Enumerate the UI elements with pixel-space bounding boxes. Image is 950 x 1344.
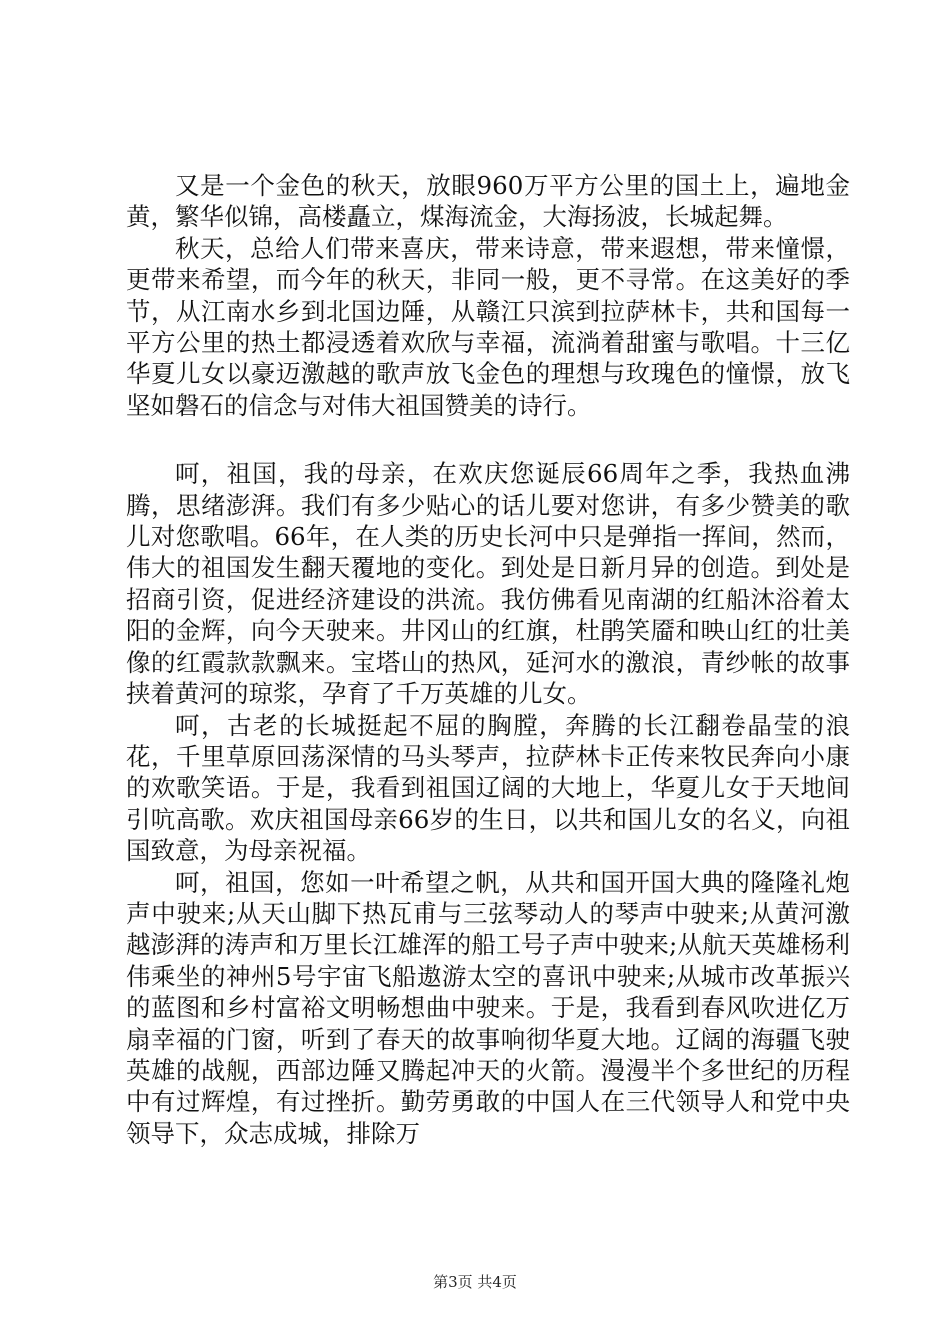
document-body [126, 170, 850, 1149]
paragraph-4: 呵，古老的长城挺起不屈的胸膛，奔腾的长江翻卷晶莹的浪花，千里草原回荡深情的马头琴声，拉萨林卡正传来牧民奔向小康的欢歌笑语。于是，我看到祖国辽阔的大地上，华夏儿女于天地间引吭高歌。欢庆祖国母亲66岁的生日，以共和国儿女的名义，向祖国致意，为母亲祝福。 [126, 710, 850, 866]
paragraph-2: 秋天，总给人们带来喜庆，带来诗意，带来遐想，带来憧憬，更带来希望，而今年的秋天，非同一般，更不寻常。在这美好的季节，从江南水乡到北国边陲，从赣江只滨到拉萨林卡，共和国每一平方公里的热土都浸透着欢欣与幸福，流淌着甜蜜与歌唱。十三亿华夏儿女以豪迈激越的歌声放飞金色的理想与玫瑰色的憧憬，放飞坚如磐石的信念与对伟大祖国赞美的诗行。 [126, 233, 850, 420]
paragraph-3: 呵，祖国，我的母亲，在欢庆您诞辰66周年之季，我热血沸腾，思绪澎湃。我们有多少贴心的话儿要对您讲，有多少赞美的歌儿对您歌唱。66年，在人类的历史长河中只是弹指一挥间，然而，伟大的祖国发生翻天覆地的变化。到处是日新月异的创造。到处是招商引资，促进经济建设的洪流。我仿佛看见南湖的红船沐浴着太阳的金辉，向今天驶来。井冈山的红旗，杜鹃笑靥和映山红的壮美像的红霞款款飘来。宝塔山的热风，延河水的激浪，青纱帐的故事挟着黄河的琼浆，孕育了千万英雄的儿女。 [126, 459, 850, 709]
page-number-footer: 第3页 共4页 [433, 1273, 517, 1291]
paragraph-1: 又是一个金色的秋天，放眼960万平方公里的国土上，遍地金黄，繁华似锦，高楼矗立，煤海流金，大海扬波，长城起舞。 [126, 171, 850, 232]
paragraph-gap [126, 421, 850, 458]
paragraph-5: 呵，祖国，您如一叶希望之帆，从共和国开国大典的隆隆礼炮声中驶来;从天山脚下热瓦甫与三弦琴动人的琴声中驶来;从黄河激越澎湃的涛声和万里长江雄浑的船工号子声中驶来;从航天英雄杨利伟乘坐的神州5号宇宙飞船遨游太空的喜讯中驶来;从城市改革振兴的蓝图和乡村富裕文明畅想曲中驶来。于是，我看到春风吹进亿万扇幸福的门窗，听到了春天的故事响彻华夏大地。辽阔的海疆飞驶英雄的战舰，西部边陲又腾起冲天的火箭。漫漫半个多世纪的历程中有过辉煌，有过挫折。勤劳勇敢的中国人在三代领导人和党中央领导下，众志成城，排除万 [126, 867, 850, 1148]
